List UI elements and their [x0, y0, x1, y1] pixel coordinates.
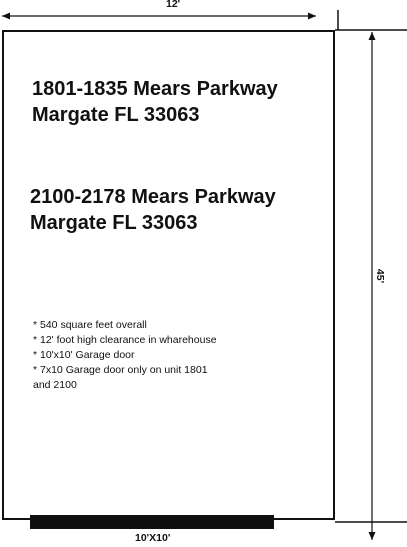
note-item: * 540 square feet overall	[33, 319, 147, 331]
door-label: 10'X10'	[135, 532, 171, 544]
address-1-line-1: 1801-1835 Mears Parkway	[32, 78, 278, 100]
note-item: * 7x10 Garage door only on unit 1801	[33, 364, 208, 376]
address-block-2	[30, 184, 276, 236]
length-label: 45'	[374, 268, 387, 284]
length-arrow-bottom	[369, 532, 376, 540]
feature-notes	[33, 318, 217, 393]
width-label: 12'	[166, 0, 181, 10]
note-item: * 12' foot high clearance in wharehouse	[33, 334, 217, 346]
address-block-1	[32, 76, 278, 128]
note-item: and 2100	[33, 379, 77, 391]
address-2-line-1: 2100-2178 Mears Parkway	[30, 186, 276, 208]
garage-door-bar	[30, 515, 274, 529]
length-arrow-top	[369, 32, 376, 40]
note-item: * 10'x10' Garage door	[33, 349, 135, 361]
width-arrow-left	[2, 13, 10, 20]
width-arrow-right	[308, 13, 316, 20]
address-2-line-2: Margate FL 33063	[30, 212, 198, 234]
address-1-line-2: Margate FL 33063	[32, 104, 200, 126]
